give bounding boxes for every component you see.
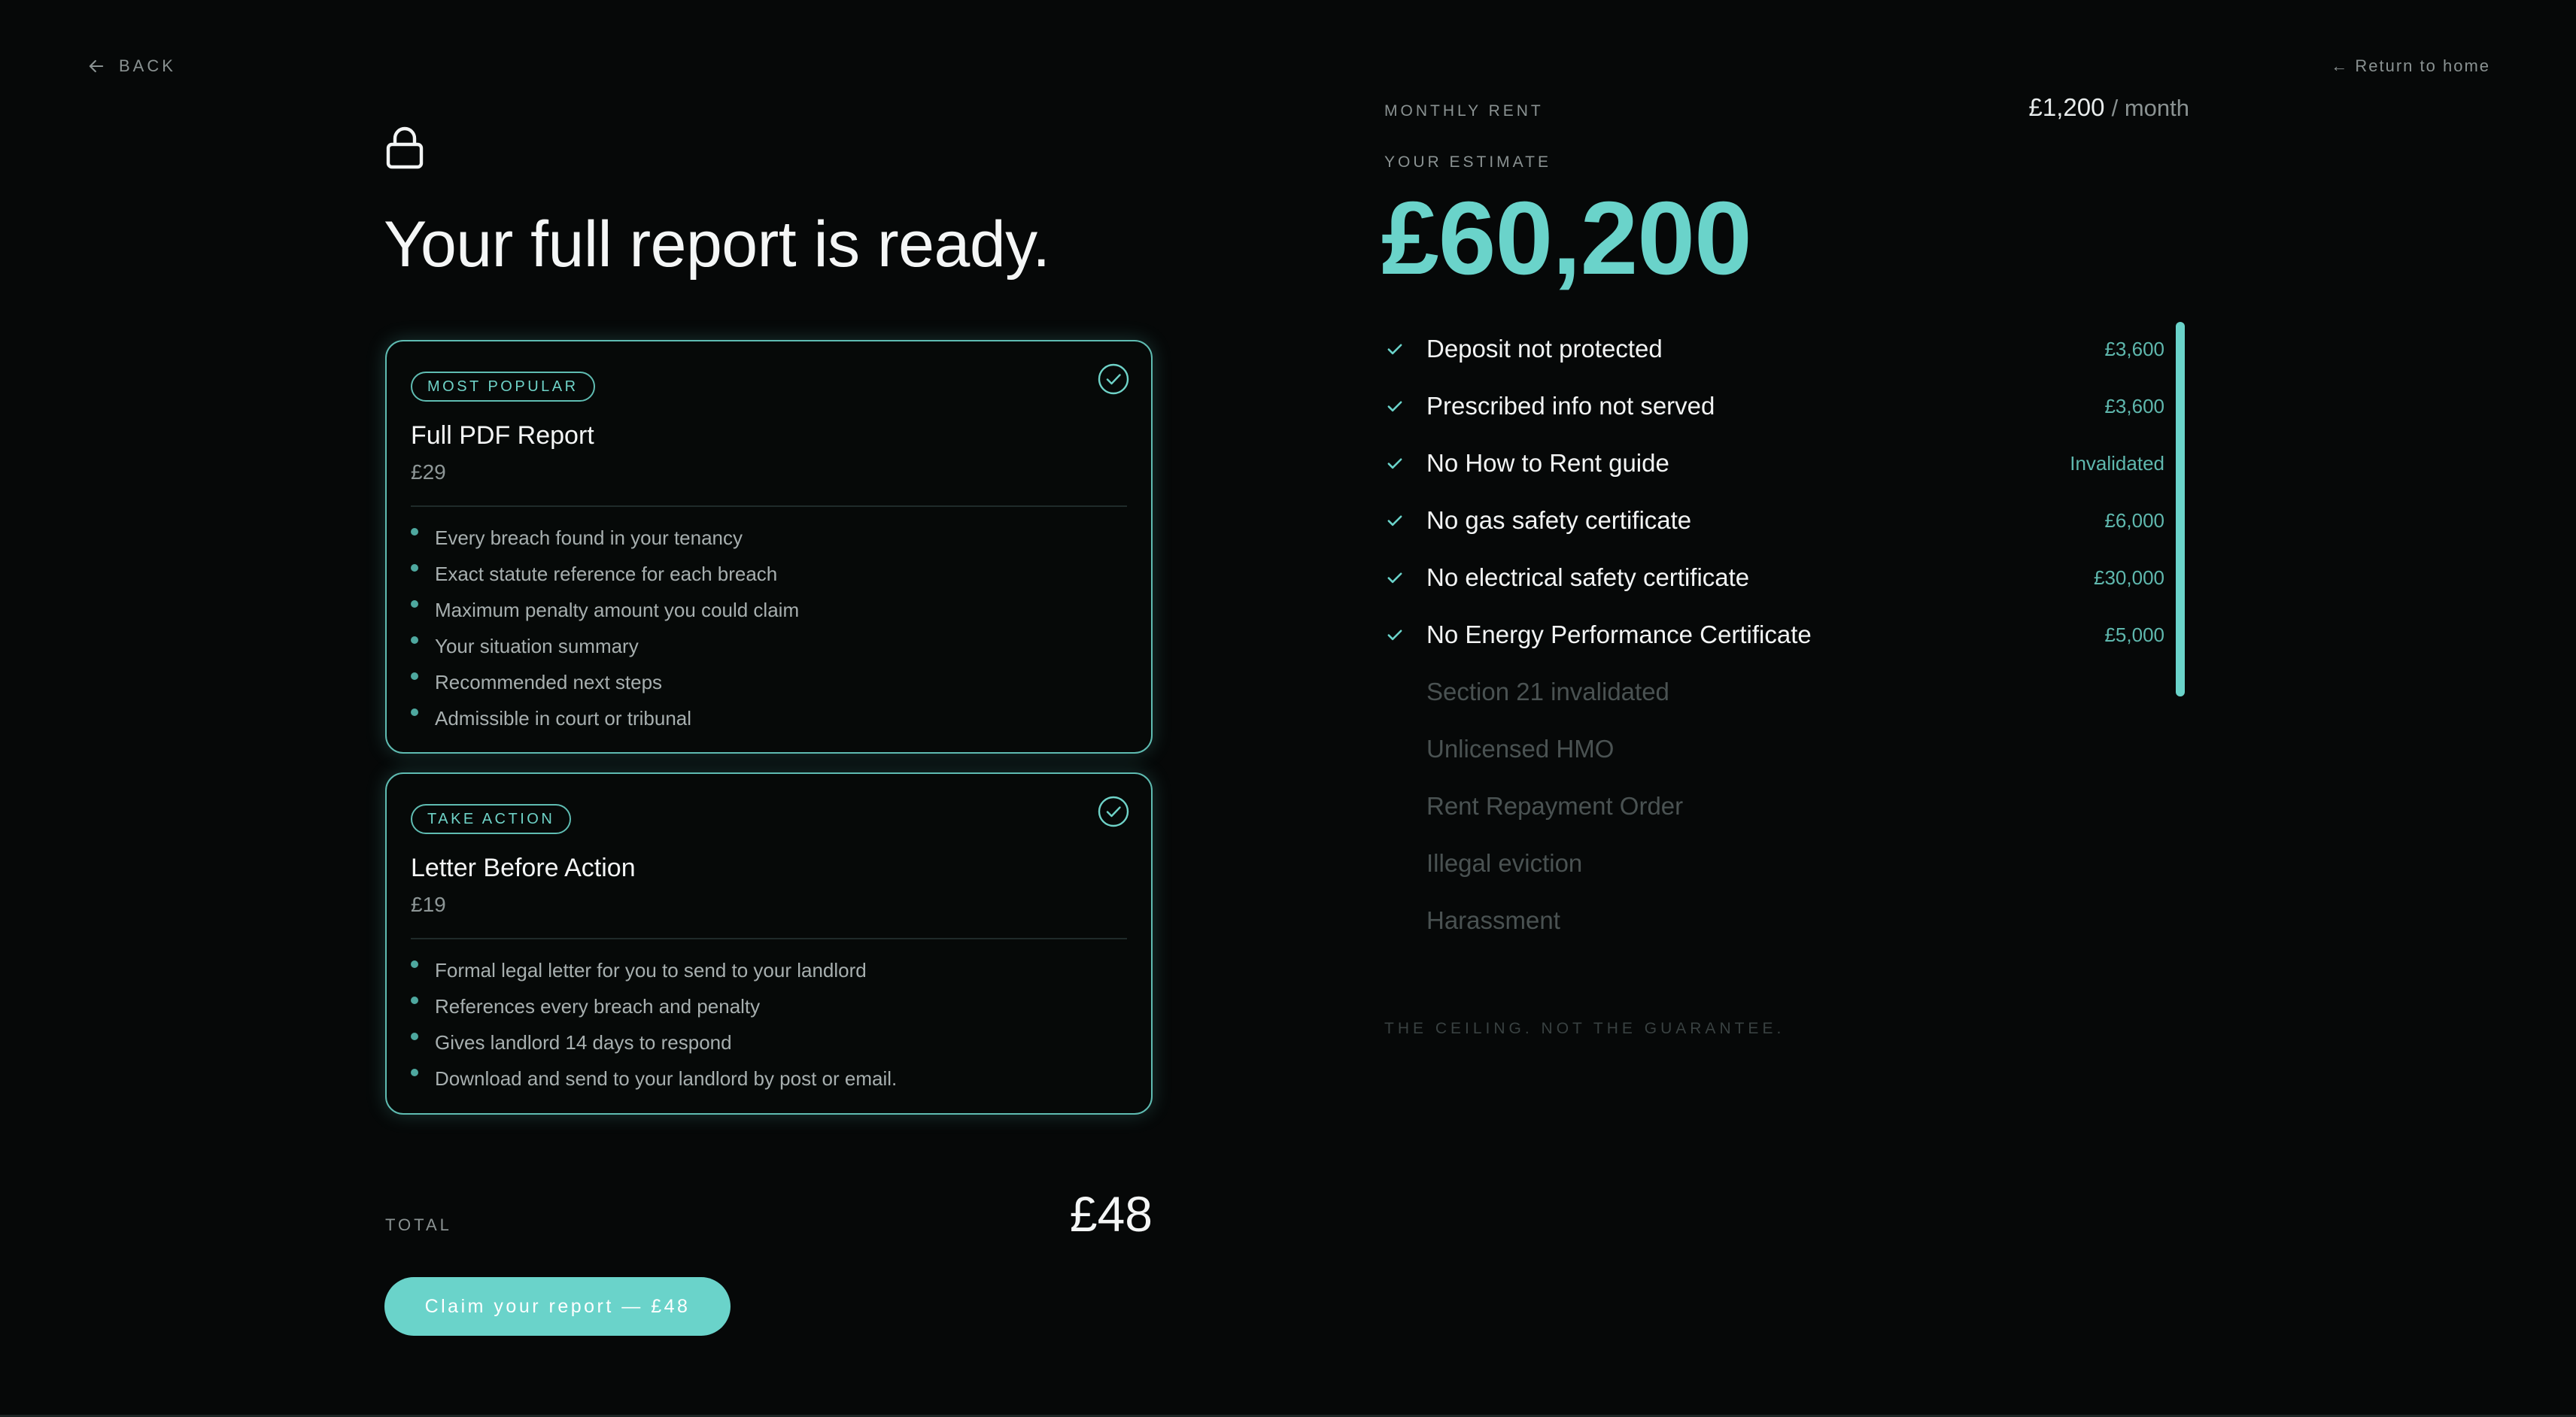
- breach-label: No Energy Performance Certificate: [1426, 621, 1812, 648]
- claim-report-button[interactable]: Claim your report — £48: [384, 1277, 731, 1336]
- breach-list: [1384, 320, 2164, 949]
- check-icon: [1384, 396, 1405, 417]
- card-divider: [411, 938, 1127, 939]
- return-home-link[interactable]: [2331, 54, 2490, 78]
- breach-label: Section 21 invalidated: [1426, 678, 1669, 705]
- monthly-rent-label: MONTHLY RENT: [1384, 102, 1544, 120]
- breach-label: Illegal eviction: [1426, 849, 1583, 877]
- feature-list: [411, 526, 799, 743]
- breach-row-inactive: [1384, 892, 2164, 949]
- product-title: Full PDF Report: [411, 421, 594, 450]
- breach-row: [1384, 435, 2164, 492]
- card-divider: [411, 505, 1127, 507]
- feature-item: Recommended next steps: [411, 671, 799, 707]
- breach-label: Rent Repayment Order: [1426, 792, 1684, 820]
- back-label: BACK: [119, 56, 176, 75]
- check-icon: [1384, 567, 1405, 588]
- breach-label: No electrical safety certificate: [1426, 563, 1750, 591]
- rent-amount: £1,200: [2028, 93, 2105, 121]
- monthly-rent-value: [2029, 93, 2190, 122]
- feature-item: Formal legal letter for you to send to your landlord: [411, 959, 897, 995]
- breach-label: Prescribed info not served: [1426, 392, 1715, 420]
- page-title: Your full report is ready.: [384, 208, 1050, 281]
- total-label: TOTAL: [385, 1215, 452, 1234]
- breach-row-inactive: [1384, 778, 2164, 835]
- feature-item: Exact statute reference for each breach: [411, 563, 799, 599]
- product-price: £29: [411, 460, 446, 484]
- breach-row-inactive: [1384, 835, 2164, 892]
- breach-list-scrollbar[interactable]: [2176, 322, 2185, 696]
- feature-item: References every breach and penalty: [411, 995, 897, 1031]
- breach-label: Harassment: [1426, 906, 1560, 934]
- breach-label: Deposit not protected: [1426, 335, 1663, 363]
- breach-amount: £3,600: [2104, 337, 2164, 360]
- check-circle-icon[interactable]: [1097, 795, 1130, 828]
- back-button[interactable]: [86, 54, 176, 78]
- arrow-left-icon: [86, 56, 107, 77]
- feature-item: Every breach found in your tenancy: [411, 526, 799, 563]
- product-badge: MOST POPULAR: [411, 372, 595, 402]
- estimate-value: £60,200: [1381, 181, 1751, 296]
- feature-list: [411, 959, 897, 1103]
- breach-label: No gas safety certificate: [1426, 506, 1692, 534]
- feature-item: Your situation summary: [411, 635, 799, 671]
- breach-label: No How to Rent guide: [1426, 449, 1669, 477]
- breach-row: [1384, 606, 2164, 663]
- check-icon: [1384, 510, 1405, 531]
- check-icon: [1384, 338, 1405, 360]
- estimate-label: YOUR ESTIMATE: [1384, 153, 1551, 171]
- feature-item: Admissible in court or tribunal: [411, 707, 799, 743]
- feature-item: Gives landlord 14 days to respond: [411, 1031, 897, 1067]
- breach-row: [1384, 549, 2164, 606]
- check-icon: [1384, 624, 1405, 645]
- breach-amount: £30,000: [2094, 566, 2164, 589]
- breach-row: [1384, 320, 2164, 378]
- feature-item: Download and send to your landlord by post or email.: [411, 1067, 897, 1103]
- breach-amount: £3,600: [2104, 394, 2164, 417]
- return-home-label: ← Return to home: [2331, 56, 2490, 75]
- breach-amount: £5,000: [2104, 623, 2164, 646]
- rent-unit: / month: [2111, 95, 2189, 121]
- breach-amount: Invalidated: [2070, 451, 2164, 475]
- disclaimer-note: THE CEILING. NOT THE GUARANTEE.: [1384, 1020, 1785, 1037]
- product-card-full-report[interactable]: [385, 340, 1153, 754]
- breach-amount: £6,000: [2104, 508, 2164, 532]
- breach-row: [1384, 492, 2164, 549]
- product-card-letter-before-action[interactable]: [385, 772, 1153, 1115]
- check-circle-icon[interactable]: [1097, 363, 1130, 396]
- breach-row-inactive: [1384, 663, 2164, 721]
- breach-row-inactive: [1384, 721, 2164, 778]
- total-value: £48: [1069, 1186, 1153, 1242]
- product-price: £19: [411, 893, 446, 916]
- breach-label: Unlicensed HMO: [1426, 735, 1615, 763]
- feature-item: Maximum penalty amount you could claim: [411, 599, 799, 635]
- lock-icon: [385, 126, 424, 170]
- breach-row: [1384, 378, 2164, 435]
- product-title: Letter Before Action: [411, 854, 636, 882]
- product-badge: TAKE ACTION: [411, 804, 571, 834]
- check-icon: [1384, 453, 1405, 474]
